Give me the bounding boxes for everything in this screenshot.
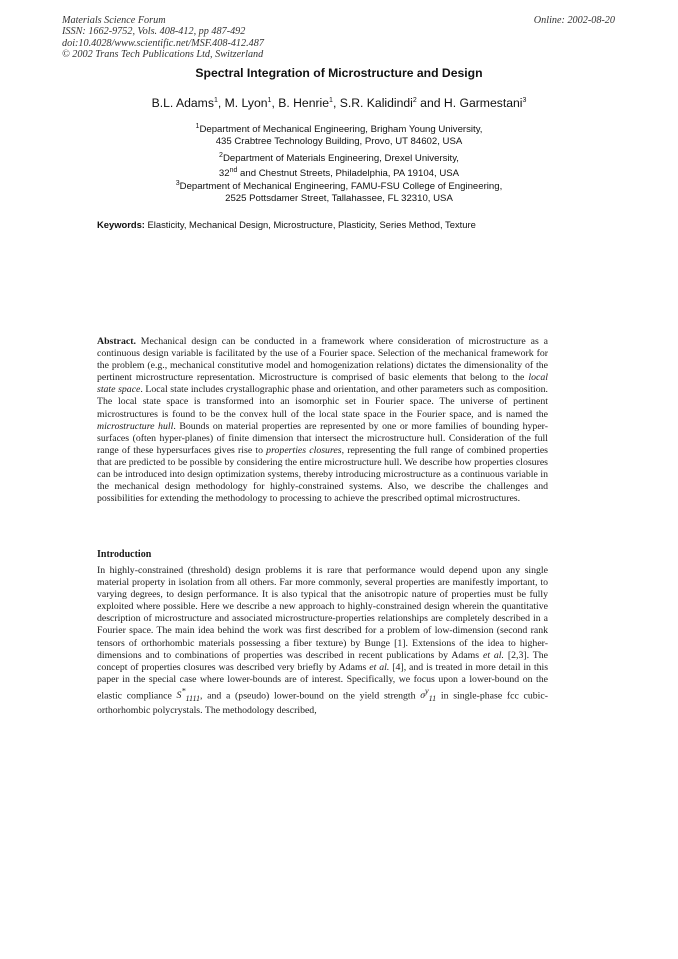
journal-meta <box>62 15 264 60</box>
affiliation-line: Department of Mechanical Engineering, FAMU-FSU College of Engineering, <box>179 181 503 193</box>
affiliation-mark: 3 <box>175 180 180 187</box>
author-name: S.R. Kalidindi <box>339 96 413 110</box>
journal-name: Materials Science Forum <box>62 15 166 26</box>
compliance-symbol: $S^*_{1111}$ <box>176 686 201 704</box>
affiliation-mark: 2 <box>219 152 223 159</box>
term-microstructure-hull: microstructure hull <box>97 420 174 432</box>
affiliation-address: 2525 Pottsdamer Street, Tallahassee, FL 32310, USA <box>225 193 453 205</box>
online-date: Online: 2002-08-20 <box>533 15 615 26</box>
keywords-text: Elasticity, Mechanical Design, Microstructure, Plasticity, Series Method, Texture <box>144 219 476 230</box>
paper-title: Spectral Integration of Microstructure and Design <box>195 66 483 80</box>
author-name: H. Garmestani <box>443 96 523 110</box>
author-affil-mark: 3 <box>522 96 527 104</box>
author-sep: , <box>332 96 340 110</box>
author-name: B. Henrie <box>278 96 330 110</box>
affiliation-mark: 1 <box>195 123 200 130</box>
affiliation <box>0 121 678 149</box>
keywords <box>97 219 476 230</box>
affiliation <box>0 150 678 181</box>
author-sep: and <box>416 96 444 110</box>
author-list <box>0 96 678 110</box>
author-affil-mark: 1 <box>329 96 333 104</box>
introduction-text: In highly-constrained (threshold) design problems it is rare that performance would depend upon any single material property in isolation from all others. Far more commonly, several properties are manifestly important, to varying degrees, to design performance. It is also typical that the anisotropic nature of properties must be fully exploited where possible. Here we describe a new approach to highly-constrained design wherein the quantitative description of microstructure and associated microstructure-properties relationships are completely described in a Fourier space. The main idea behind the work was first described for a problem of low-dimension (second rank tensors of orthorhombic materials possessing a fiber texture) by Bunge [1]. Extensions of the idea to higher-dimensions and to combinations of properties was described in recent publications by Adams et al. [2,3]. The concept of properties closures was described very briefly by Adams et al. [4], and is treated in more detail in this paper in the special case where lower-bounds are of interest. Specifically, we focus upon a lower-bound on the elastic compliance $S^*_{1111}$, and a (pseudo) lower-bound on the yield strength $\sigma^y_{11}$ in single-phase fcc cubic-orthorhombic polycrystals. The methodology described, <box>97 565 549 717</box>
section-heading-introduction: Introduction <box>97 549 152 560</box>
affiliation <box>0 178 678 206</box>
affiliation-address: 435 Crabtree Technology Building, Provo, UT 84602, USA <box>215 136 463 148</box>
copyright: © 2002 Trans Tech Publications Ltd, Switzerland <box>62 48 264 60</box>
author-name: B.L. Adams <box>151 96 214 110</box>
yield-strength-symbol: $\sigma^y_{11}$ <box>420 686 437 704</box>
affiliation-line: Department of Mechanical Engineering, Brigham Young University, <box>199 124 483 136</box>
doi[interactable]: doi:10.4028/www.scientific.net/MSF.408-412.487 <box>62 37 264 49</box>
abstract: Abstract. Mechanical design can be conducted in a framework where consideration of microstructure as a continuous design variable is facilitated by the use of a Fourier space. Selection of the mechanical framework for the problem (e.g., mechanical constitutive model and homogenization relations) dictates the dimensionality of the pertinent microstructure representation. Microstructure is comprised of basic elements that belong to the local state space. Local state includes crystallographic phase and orientation, and other parameters such as composition. The local state space is transformed into an isomorphic set in Fourier space. The universe of pertinent microstructures is found to be the convex hull of the local state space in the Fourier space, and is named the microstructure hull. Bounds on material properties are represented by one or more families of bounding hyper-surfaces (often hyper-planes) of finite dimension that intersect the microstructure hull. Consideration of the full range of these hypersurfaces gives rise to properties closures, representing the full range of combined properties that are predicted to be possible by considering the entire microstructure hull. We describe how properties closures can be introduced into design optimization systems, thereby introducing microstructure as a continuous variable in the mechanical design methodology for highly-constrained systems. Also, we describe the challenges and possibilities for extending the methodology to processing to achieve the prescribed optimal microstructures. <box>97 336 548 505</box>
abstract-label: Abstract. <box>97 336 136 347</box>
author-affil-mark: 1 <box>267 96 272 104</box>
term-local-state-space: local state space <box>97 372 548 396</box>
issn: ISSN: 1662-9752, Vols. 408-412, pp 487-492 <box>62 26 246 38</box>
author-sep: , <box>217 96 225 110</box>
affiliation-address: 32nd and Chestnut Streets, Philadelphia, PA 19104, USA <box>218 167 460 180</box>
author-name: M. Lyon <box>224 96 268 110</box>
affiliation-line: Department of Materials Engineering, Drexel University, <box>222 153 459 165</box>
author-affil-mark: 1 <box>213 96 218 104</box>
author-affil-mark: 2 <box>412 96 417 104</box>
author-sep: , <box>271 96 279 110</box>
keywords-label: Keywords: <box>97 219 145 230</box>
term-properties-closures: properties closures <box>266 444 342 456</box>
